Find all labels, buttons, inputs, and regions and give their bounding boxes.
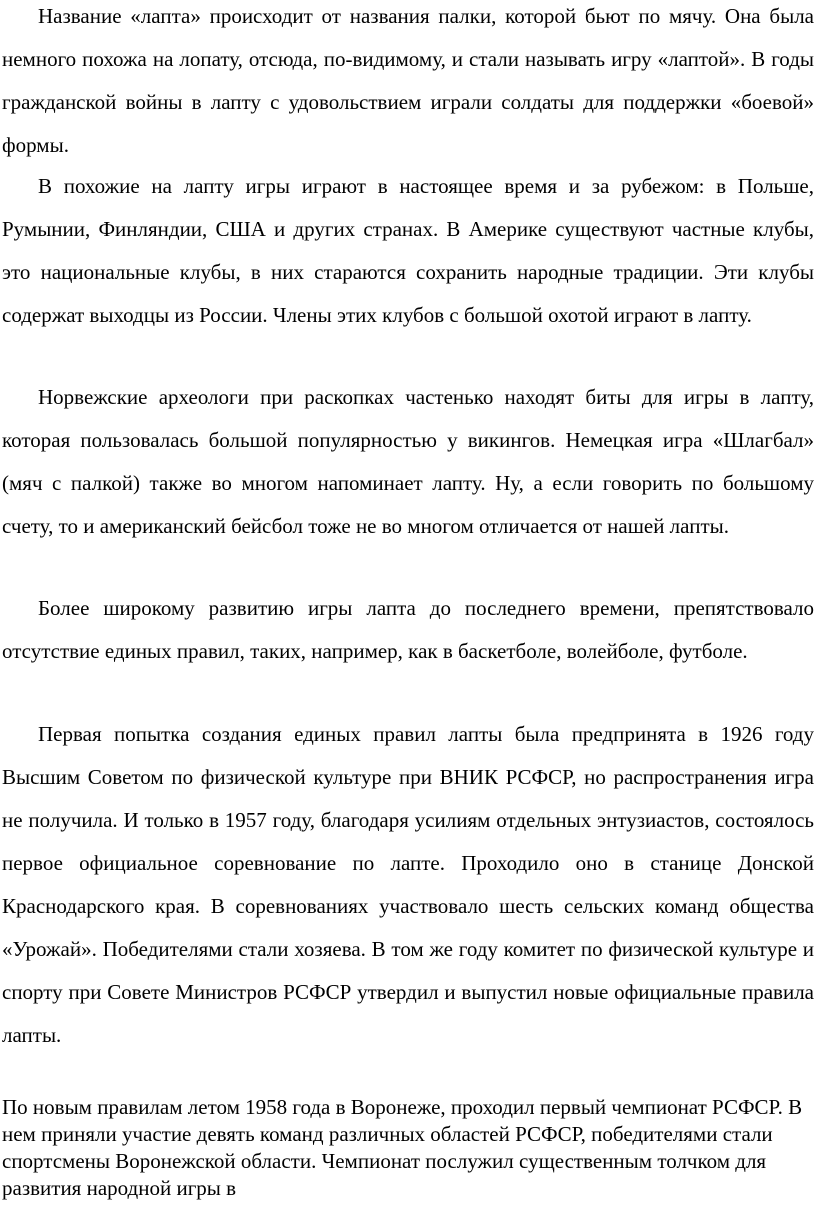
paragraph-first-rules: Первая попытка создания единых правил лапты была предпринята в 1926 году Высшим Советом по физической культуре при ВНИК РСФСР, но распространения игра не получила. И только в 1957 году, благодаря усилиям отдельных энтузиастов, состоялось первое официальное соревнование по лапте. Проходило оно в станице Донской Краснодарского края. В соревнованиях участвовало шесть сельских команд общества «Урожай». Победителями стали хозяева. В том же году комитет по физической культуре и спорту при Совете Министров РСФСР утвердил и выпустил новые официальные правила лапты. (2, 722, 814, 1047)
paragraph-rules-lack: Более широкому развитию игры лапта до последнего времени, препятствовало отсутствие единых правил, таких, например, как в баскетболе, волейболе, футболе. (2, 596, 814, 663)
paragraph-name-origin: Название «лапта» происходит от названия палки, которой бьют по мячу. Она была немного похожа на лопату, отсюда, по-видимому, и стали называть игру «лаптой». В годы гражданской войны в лапту с удовольствием играли солдаты для поддержки «боевой» формы. (2, 4, 814, 157)
paragraph-championship: По новым правилам летом 1958 года в Воронеже, проходил первый чемпионат РСФСР. В нем приняли участие девять команд различных областей РСФСР, победителями стали спортсмены Воронежской области. Чемпионат послужил существенным толчком для развития народной игры в (2, 1095, 803, 1200)
paragraph-foreign-games: В похожие на лапту игры играют в настоящее время и за рубежом: в Польше, Румынии, Финляндии, США и других странах. В Америке существуют частные клубы, это национальные клубы, в них стараются сохранить народные традиции. Эти клубы содержат выходцы из России. Члены этих клубов с большой охотой играют в лапту. (2, 174, 814, 327)
paragraph-archaeology: Норвежские археологи при раскопках частенько находят биты для игры в лапту, которая пользовалась большой популярностью у викингов. Немецкая игра «Шлагбал» (мяч с палкой) также во многом напоминает лапту. Ну, а если говорить по большому счету, то и американский бейсбол тоже не во многом отличается от нашей лапты. (2, 385, 814, 538)
